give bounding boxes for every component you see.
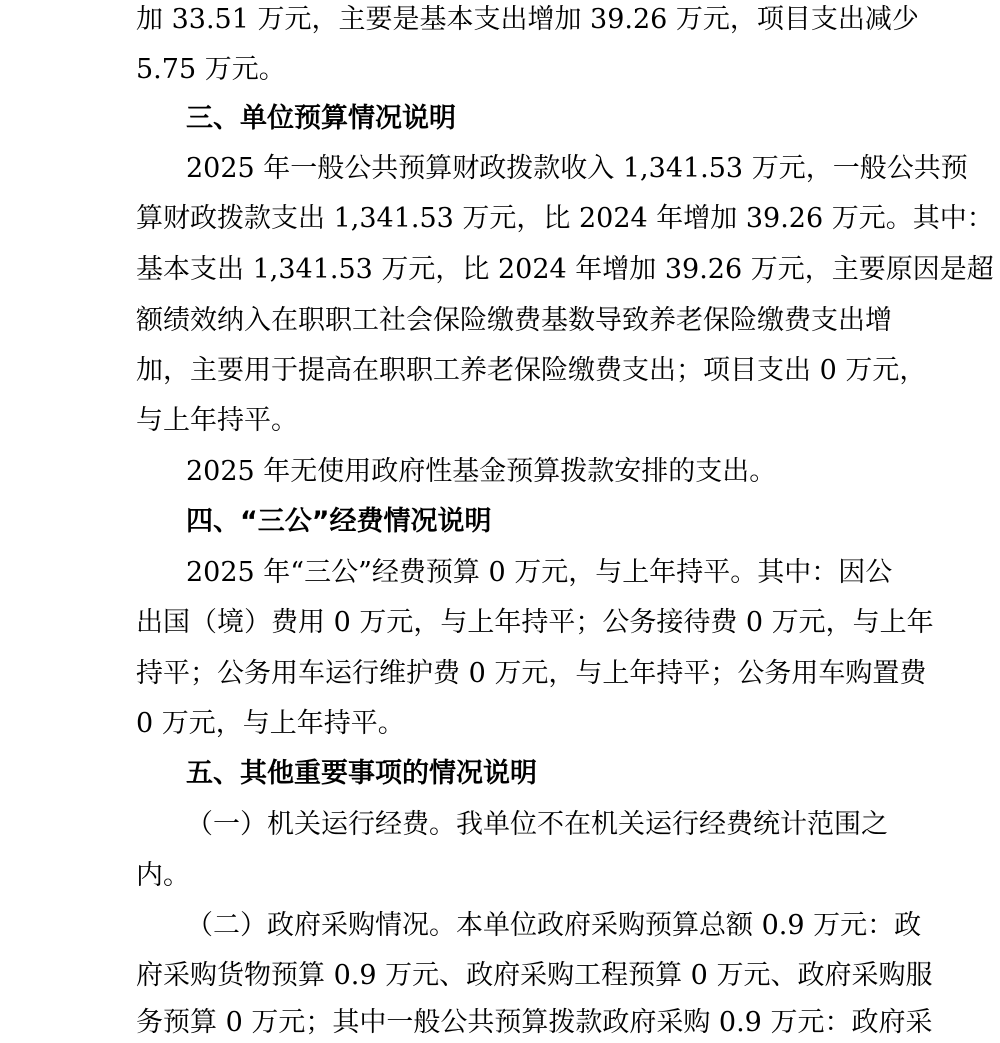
paragraph-first-line: （一）机关运行经费。我单位不在机关运行经费统计范围之 <box>186 809 888 840</box>
text-line: 0 万元，与上年持平。 <box>136 708 405 739</box>
section-heading: 五、其他重要事项的情况说明 <box>186 758 537 789</box>
paragraph-first-line: 2025 年“三公”经费预算 0 万元，与上年持平。其中：因公 <box>186 557 893 588</box>
text-line: 基本支出 1,341.53 万元，比 2024 年增加 39.26 万元，主要原因是超 <box>136 254 994 285</box>
text-line: 加 33.51 万元，主要是基本支出增加 39.26 万元，项目支出减少 <box>136 4 919 35</box>
section-heading: 三、单位预算情况说明 <box>186 103 456 134</box>
text-line: 算财政拨款支出 1,341.53 万元，比 2024 年增加 39.26 万元。其中： <box>136 203 994 234</box>
text-line: 务预算 0 万元；其中一般公共预算拨款政府采购 0.9 万元：政府采 <box>136 1007 933 1038</box>
paragraph-first-line: 2025 年无使用政府性基金预算拨款安排的支出。 <box>186 456 777 487</box>
text-line: 持平；公务用车运行维护费 0 万元，与上年持平；公务用车购置费 <box>136 658 927 689</box>
text-line: 内。 <box>136 860 190 891</box>
text-line: 加，主要用于提高在职职工养老保险缴费支出；项目支出 0 万元， <box>136 355 927 386</box>
section-heading: 四、“三公”经费情况说明 <box>186 506 492 537</box>
text-line: 5.75 万元。 <box>136 54 286 85</box>
text-line: 额绩效纳入在职职工社会保险缴费基数导致养老保险缴费支出增 <box>136 305 892 336</box>
text-line: 出国（境）费用 0 万元，与上年持平；公务接待费 0 万元，与上年 <box>136 607 934 638</box>
paragraph-first-line: （二）政府采购情况。本单位政府采购预算总额 0.9 万元：政 <box>186 910 922 941</box>
text-line: 与上年持平。 <box>136 405 298 436</box>
text-line: 府采购货物预算 0.9 万元、政府采购工程预算 0 万元、政府采购服 <box>136 960 933 991</box>
paragraph-first-line: 2025 年一般公共预算财政拨款收入 1,341.53 万元，一般公共预 <box>186 153 968 184</box>
